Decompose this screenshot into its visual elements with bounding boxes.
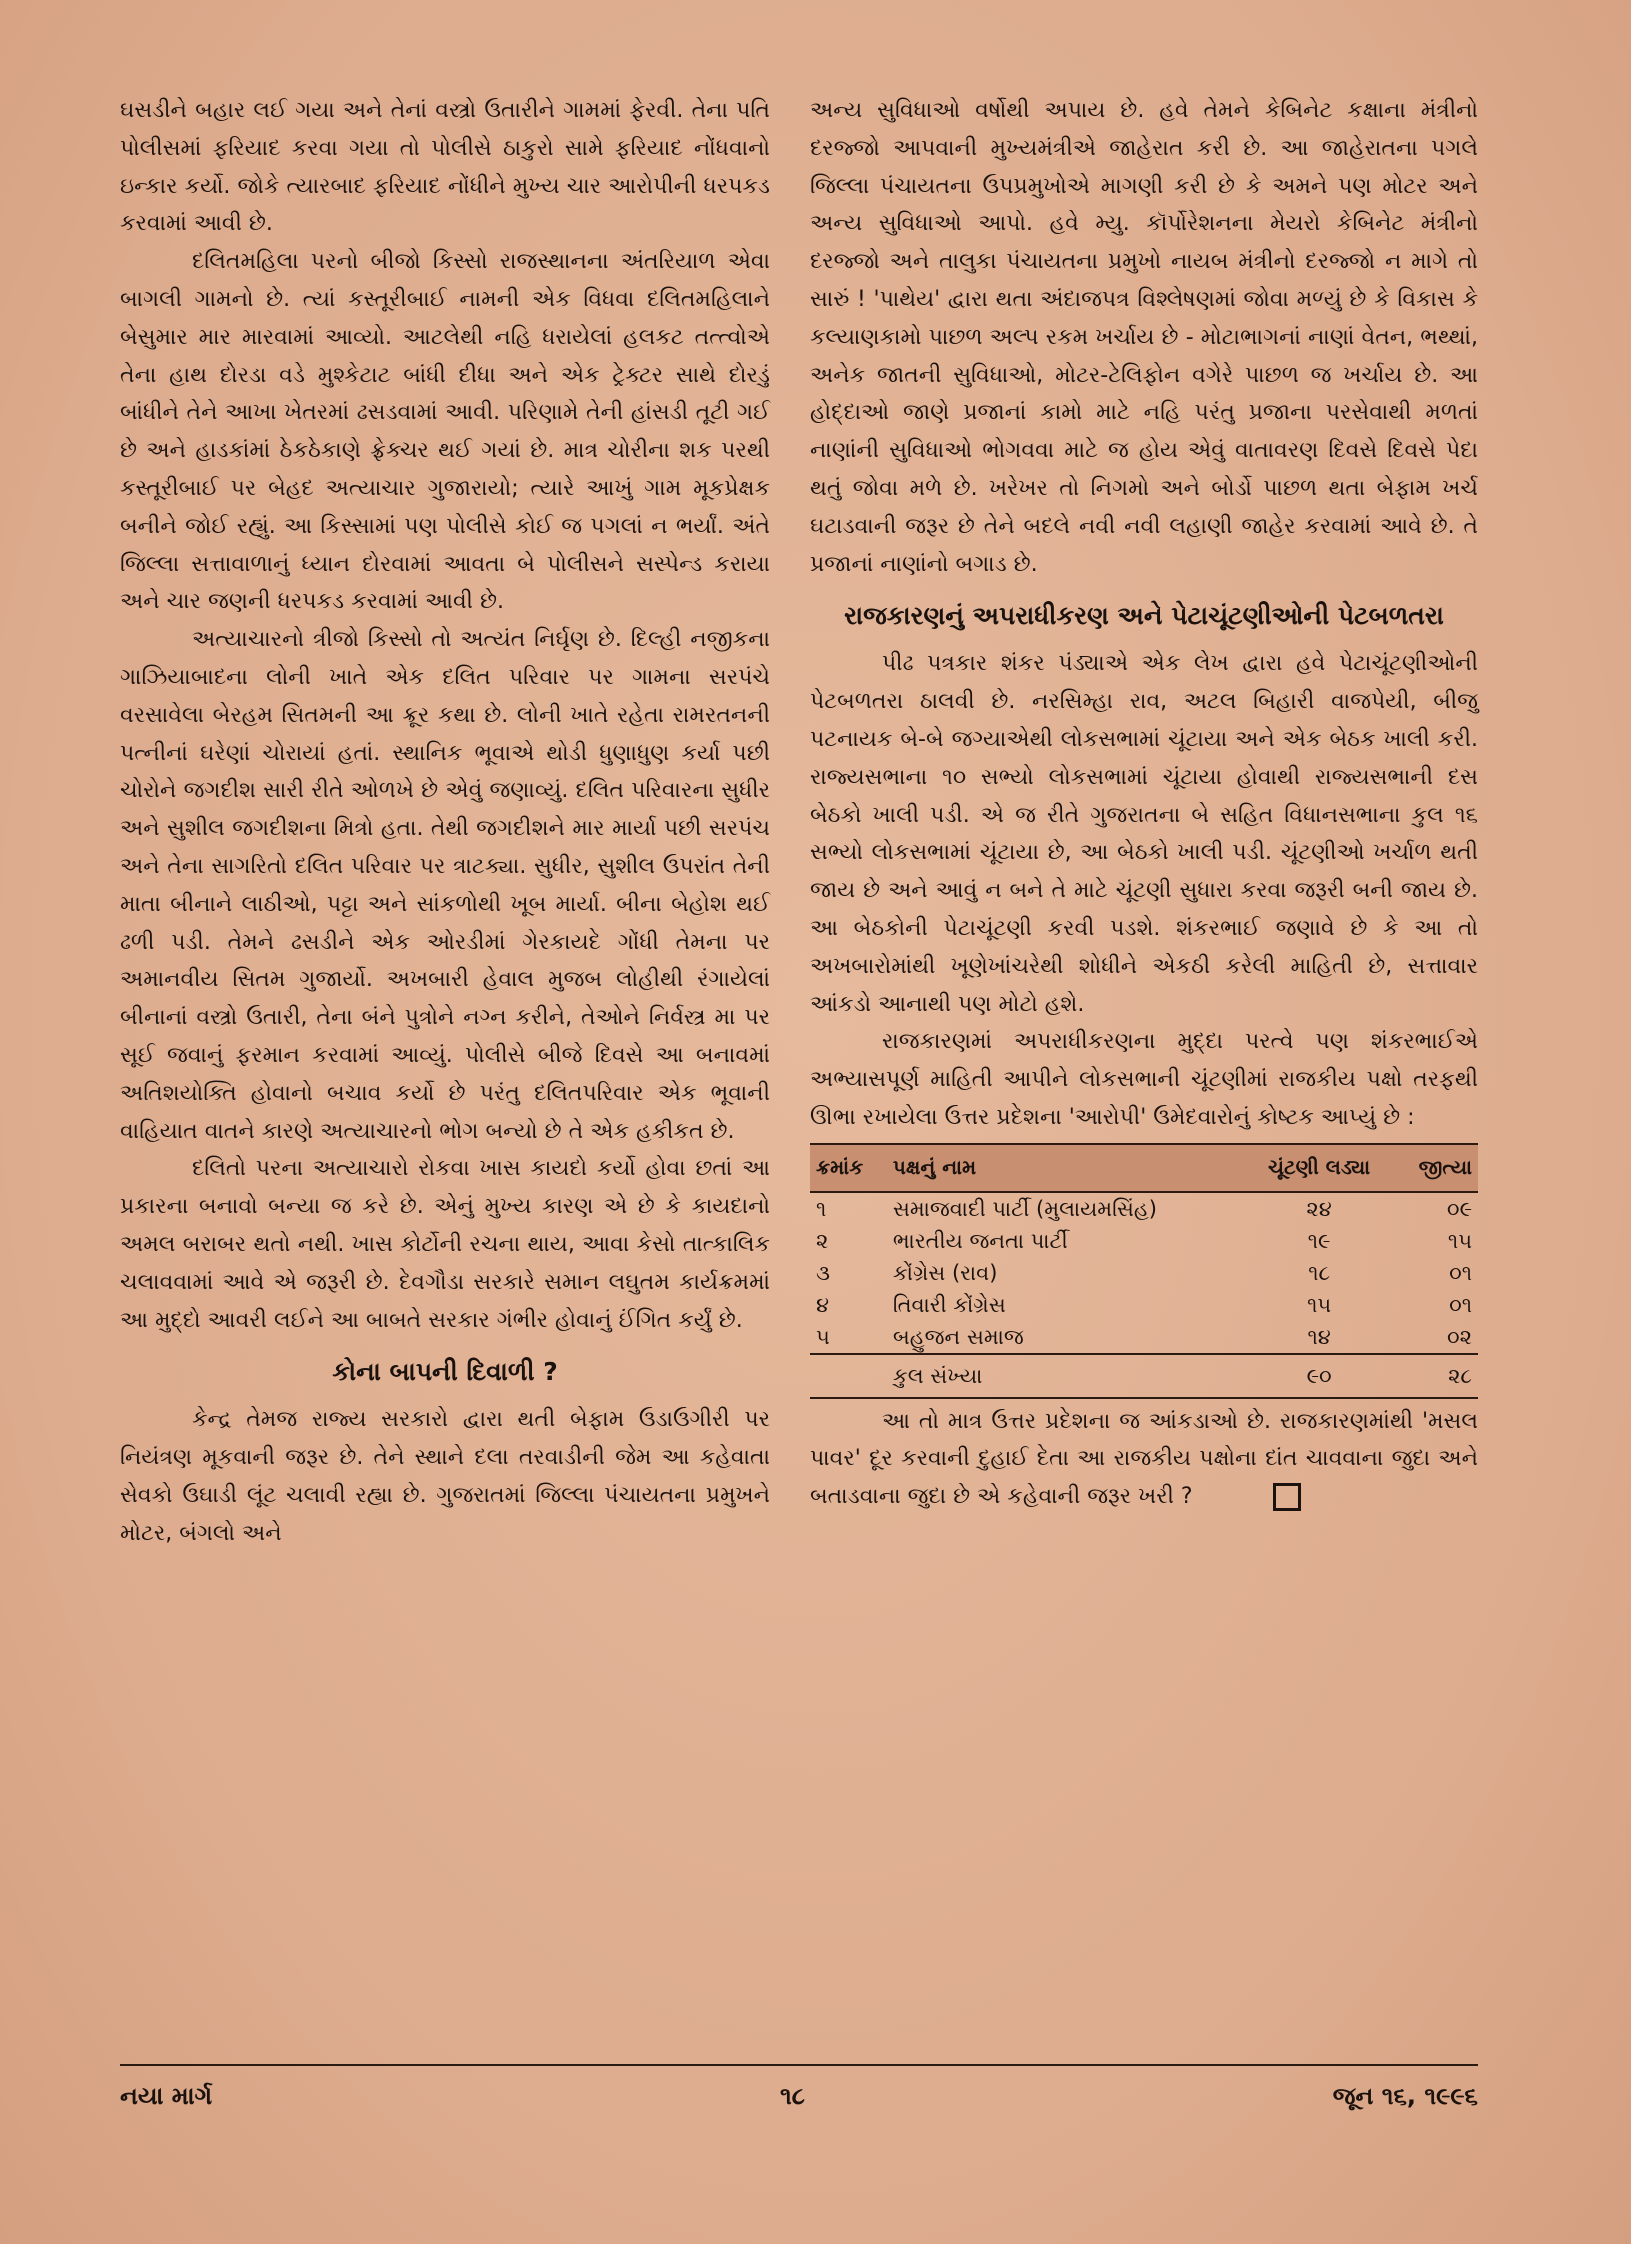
table-row <box>810 1225 1478 1257</box>
cell-contested: ૧૯ <box>1307 1228 1331 1253</box>
section-heading: રાજકારણનું અપરાધીકરણ અને પેટાચૂંટણીઓની પેટબળતરા <box>844 601 1444 631</box>
cell-party: બહુજન સમાજ <box>892 1324 1024 1349</box>
cell-won: ૦૧ <box>1449 1260 1472 1285</box>
cell-party: ભારતીય જનતા પાર્ટી <box>892 1228 1068 1253</box>
left-column <box>120 92 770 1552</box>
cell-contested: ૧૪ <box>1307 1324 1331 1349</box>
paragraph: દલિતમહિલા પરનો બીજો કિસ્સો રાજસ્થાનના અંતરિયાળ એવા બાગલી ગામનો છે. ત્યાં કસ્તૂરીબાઈ નામની એક વિધવા દલિતમહિલાને બેસુમાર માર મારવામાં આવ્યો. આટલેથી નહિ ધરાયેલાં હલકટ તત્ત્વોએ તેના હાથ દોરડા વડે મુશ્કેટાટ બાંધી દીધા અને એક ટ્રેક્ટર સાથે દોરડું બાંધીને તેને આખા ખેતરમાં ઢસડવામાં આવી. પરિણામે તેની હાંસડી તૂટી ગઈ છે અને હાડકાંમાં ઠેકઠેકાણે ફ્રેક્ચર થઈ ગયાં છે. માત્ર ચોરીના શક પરથી કસ્તૂરીબાઈ પર બેહદ અત્યાચાર ગુજારાયો; ત્યારે આખું ગામ મૂકપ્રેક્ષક બનીને જોઈ રહ્યું. આ કિસ્સામાં પણ પોલીસે કોઈ જ પગલાં ન ભર્યાં. અંતે જિલ્લા સત્તાવાળાનું ધ્યાન દોરવામાં આવતા બે પોલીસને સસ્પેન્ડ કરાયા અને ચાર જણની ધરપકડ કરવામાં આવી છે. <box>120 249 770 615</box>
cell-won: ૦૯ <box>1446 1196 1472 1221</box>
table-row <box>810 1192 1478 1225</box>
cell-serial: ૫ <box>816 1324 830 1349</box>
header-won: જીત્યા <box>1393 1144 1478 1192</box>
cell-serial: ૧ <box>816 1196 827 1221</box>
header-serial: ક્રમાંક <box>810 1144 887 1192</box>
total-contested: ૯૦ <box>1245 1354 1393 1398</box>
cell-contested: ૧૫ <box>1307 1292 1332 1317</box>
paragraph: રાજકારણમાં અપરાધીકરણના મુદ્દા પરત્વે પણ શંકરભાઈએ અભ્યાસપૂર્ણ માહિતી આપીને લોકસભાની ચૂંટણીમાં રાજકીય પક્ષો તરફથી ઊભા રખાયેલા ઉત્તર પ્રદેશના 'આરોપી' ઉમેદવારોનું કોષ્ટક આપ્યું છે : <box>810 1029 1478 1130</box>
paragraph: દલિતો પરના અત્યાચારો રોકવા ખાસ કાયદો કર્યો હોવા છતાં આ પ્રકારના બનાવો બન્યા જ કરે છે. એનું મુખ્ય કારણ એ છે કે કાયદાનો અમલ બરાબર થતો નથી. ખાસ કોર્ટોની રચના થાય, આવા કેસો તાત્કાલિક ચલાવવામાં આવે એ જરૂરી છે. દેવગૌડા સરકારે સમાન લઘુતમ કાર્યક્રમમાં આ મુદ્દો આવરી લઈને આ બાબતે સરકાર ગંભીર હોવાનું ઈંગિત કર્યું છે. <box>120 1156 770 1333</box>
paragraph: કેન્દ્ર તેમજ રાજ્ય સરકારો દ્વારા થતી બેફામ ઉડાઉગીરી પર નિયંત્રણ મૂકવાની જરૂર છે. તેને સ્થાને દલા તરવાડીની જેમ આ કહેવાતા સેવકો ઉઘાડી લૂંટ ચલાવી રહ્યા છે. ગુજરાતમાં જિલ્લા પંચાયતના પ્રમુખને મોટર, બંગલો અને <box>120 1407 770 1546</box>
cell-serial: ૪ <box>816 1292 830 1317</box>
closing-paragraph-text: આ તો માત્ર ઉત્તર પ્રદેશના જ આંકડાઓ છે. રાજકારણમાંથી 'મસલ પાવર' દૂર કરવાની દુહાઈ દેતા આ રાજકીય પક્ષોના દાંત ચાવવાના જુદા અને બતાડવાના જુદા છે એ કહેવાની જરૂર ખરી ? <box>810 1408 1478 1510</box>
header-contested: ચૂંટણી લડ્યા <box>1245 1144 1393 1192</box>
table-row <box>810 1257 1478 1289</box>
cell-party: તિવારી કોંગ્રેસ <box>892 1292 1006 1317</box>
paragraph: પીઢ પત્રકાર શંકર પંડ્યાએ એક લેખ દ્વારા હવે પેટાચૂંટણીઓની પેટબળતરા ઠાલવી છે. નરસિમ્હા રાવ, અટલ બિહારી વાજપેયી, બીજુ પટનાયક બે-બે જગ્યાએથી લોકસભામાં ચૂંટાયા અને એક બેઠક ખાલી કરી. રાજ્યસભાના ૧૦ સભ્યો લોકસભામાં ચૂંટાયા હોવાથી રાજ્યસભાની દસ બેઠકો ખાલી પડી. એ જ રીતે ગુજરાતના બે સહિત વિધાનસભાના કુલ ૧૬ સભ્યો લોકસભામાં ચૂંટાયા છે, આ બેઠકો ખાલી પડી. ચૂંટણીઓ ખર્ચાળ થતી જાય છે અને આવું ન બને તે માટે ચૂંટણી સુધારા કરવા જરૂરી બની જાય છે. આ બેઠકોની પેટાચૂંટણી કરવી પડશે. શંકરભાઈ જણાવે છે કે આ તો અખબારોમાંથી ખૂણેખાંચરેથી શોધીને એકઠી કરેલી માહિતી છે, સત્તાવાર આંકડો આનાથી પણ મોટો હશે. <box>810 651 1478 1017</box>
cell-won: ૧૫ <box>1447 1228 1472 1253</box>
paragraph: અત્યાચારનો ત્રીજો કિસ્સો તો અત્યંત નિર્ઘૃણ છે. દિલ્હી નજીકના ગાઝિયાબાદના લોની ખાતે એક દલિત પરિવાર પર ગામના સરપંચે વરસાવેલા બેરહમ સિતમની આ ક્રૂર કથા છે. લોની ખાતે રહેતા રામરતનની પત્નીનાં ઘરેણાં ચોરાયાં હતાં. સ્થાનિક ભૂવાએ થોડી ધુણાધુણ કર્યા પછી ચોરોને જગદીશ સારી રીતે ઓળખે છે એવું જણાવ્યું. દલિત પરિવારના સુધીર અને સુશીલ જગદીશના મિત્રો હતા. તેથી જગદીશને માર માર્યા પછી સરપંચ અને તેના સાગરિતો દલિત પરિવાર પર ત્રાટક્યા. સુધીર, સુશીલ ઉપરાંત તેની માતા બીનાને લાઠીઓ, પટ્ટા અને સાંકળોથી ખૂબ માર્યા. બીના બેહોશ થઈ ઢળી પડી. તેમને ઢસડીને એક ઓરડીમાં ગેરકાયદે ગોંધી તેમના પર અમાનવીય સિતમ ગુજાર્યો. અખબારી હેવાલ મુજબ લોહીથી રંગાયેલાં બીનાનાં વસ્ત્રો ઉતારી, તેના બંને પુત્રોને નગ્ન કરીને, તેઓને નિર્વસ્ત્ર મા પર સૂઈ જવાનું ફરમાન કરવામાં આવ્યું. પોલીસે બીજે દિવસે આ બનાવમાં અતિશયોક્તિ હોવાનો બચાવ કર્યો છે પરંતુ દલિતપરિવાર એક ભૂવાની વાહિયાત વાતને કારણે અત્યાચારનો ભોગ બન્યો છે તે એક હકીકત છે. <box>120 627 770 1144</box>
footer-divider <box>120 2064 1478 2066</box>
cell-contested: ૨૪ <box>1306 1196 1332 1221</box>
table-total-row <box>810 1354 1478 1398</box>
magazine-name: નયા માર્ગ <box>120 2082 213 2110</box>
page-number: ૧૮ <box>780 2082 805 2110</box>
end-of-article-box-icon <box>1273 1483 1301 1511</box>
paragraph: અન્ય સુવિધાઓ વર્ષોથી અપાય છે. હવે તેમને કેબિનેટ કક્ષાના મંત્રીનો દરજ્જો આપવાની મુખ્યમંત્રીએ જાહેરાત કરી છે. આ જાહેરાતના પગલે જિલ્લા પંચાયતના ઉપપ્રમુખોએ માગણી કરી છે કે અમને પણ મોટર અને અન્ય સુવિધાઓ આપો. હવે મ્યુ. કૉર્પોરેશનના મેયરો કેબિનેટ મંત્રીનો દરજ્જો અને તાલુકા પંચાયતના પ્રમુખો નાયબ મંત્રીનો દરજ્જો ન માગે તો સારું ! 'પાથેય' દ્વારા થતા અંદાજપત્ર વિશ્લેષણમાં જોવા મળ્યું છે કે વિકાસ કે કલ્યાણકામો પાછળ અલ્પ રકમ ખર્ચાય છે - મોટાભાગનાં નાણાં વેતન, ભથ્થાં, અનેક જાતની સુવિધાઓ, મોટર-ટેલિફોન વગેરે પાછળ જ ખર્ચાય છે. આ હોદ્દાઓ જાણે પ્રજાનાં કામો માટે નહિ પરંતુ પ્રજાના પરસેવાથી મળતાં નાણાંની સુવિધાઓ ભોગવવા માટે જ હોય એવું વાતાવરણ દિવસે દિવસે પેદા થતું જોવા મળે છે. ખરેખર તો નિગમો અને બોર્ડો પાછળ થતા બેફામ ખર્ચ ઘટાડવાની જરૂર છે તેને બદલે નવી નવી લહાણી જાહેર કરવામાં આવે છે. તે પ્રજાનાં નાણાંનો બગાડ છે. <box>810 98 1478 577</box>
table-header-row <box>810 1144 1478 1192</box>
cell-party: કોંગ્રેસ (રાવ) <box>892 1260 998 1285</box>
total-won: ૨૮ <box>1393 1354 1478 1398</box>
cell-serial: ૨ <box>816 1228 829 1253</box>
total-label: કુલ સંખ્યા <box>887 1354 1245 1398</box>
paragraph <box>810 1403 1478 1516</box>
issue-date: જૂન ૧૬, ૧૯૯૬ <box>1332 2082 1478 2110</box>
table-row <box>810 1289 1478 1321</box>
cell-party: સમાજવાદી પાર્ટી (મુલાયમસિંહ) <box>892 1196 1157 1221</box>
cell-won: ૦૧ <box>1449 1292 1472 1317</box>
right-column <box>810 92 1478 1516</box>
table-row <box>810 1321 1478 1354</box>
accused-candidates-table <box>810 1143 1478 1399</box>
cell-won: ૦૨ <box>1447 1324 1472 1349</box>
header-party: પક્ષનું નામ <box>887 1144 1245 1192</box>
cell-contested: ૧૮ <box>1308 1260 1331 1285</box>
cell-serial: ૩ <box>816 1260 830 1285</box>
section-heading: કોના બાપની દિવાળી ? <box>332 1357 558 1387</box>
paragraph: ઘસડીને બહાર લઈ ગયા અને તેનાં વસ્ત્રો ઉતારીને ગામમાં ફેરવી. તેના પતિ પોલીસમાં ફરિયાદ કરવા ગયા તો પોલીસે ઠાકુરો સામે ફરિયાદ નોંધવાનો ઇન્કાર કર્યો. જોકે ત્યારબાદ ફરિયાદ નોંધીને મુખ્ય ચાર આરોપીની ધરપકડ કરવામાં આવી છે. <box>120 98 770 237</box>
